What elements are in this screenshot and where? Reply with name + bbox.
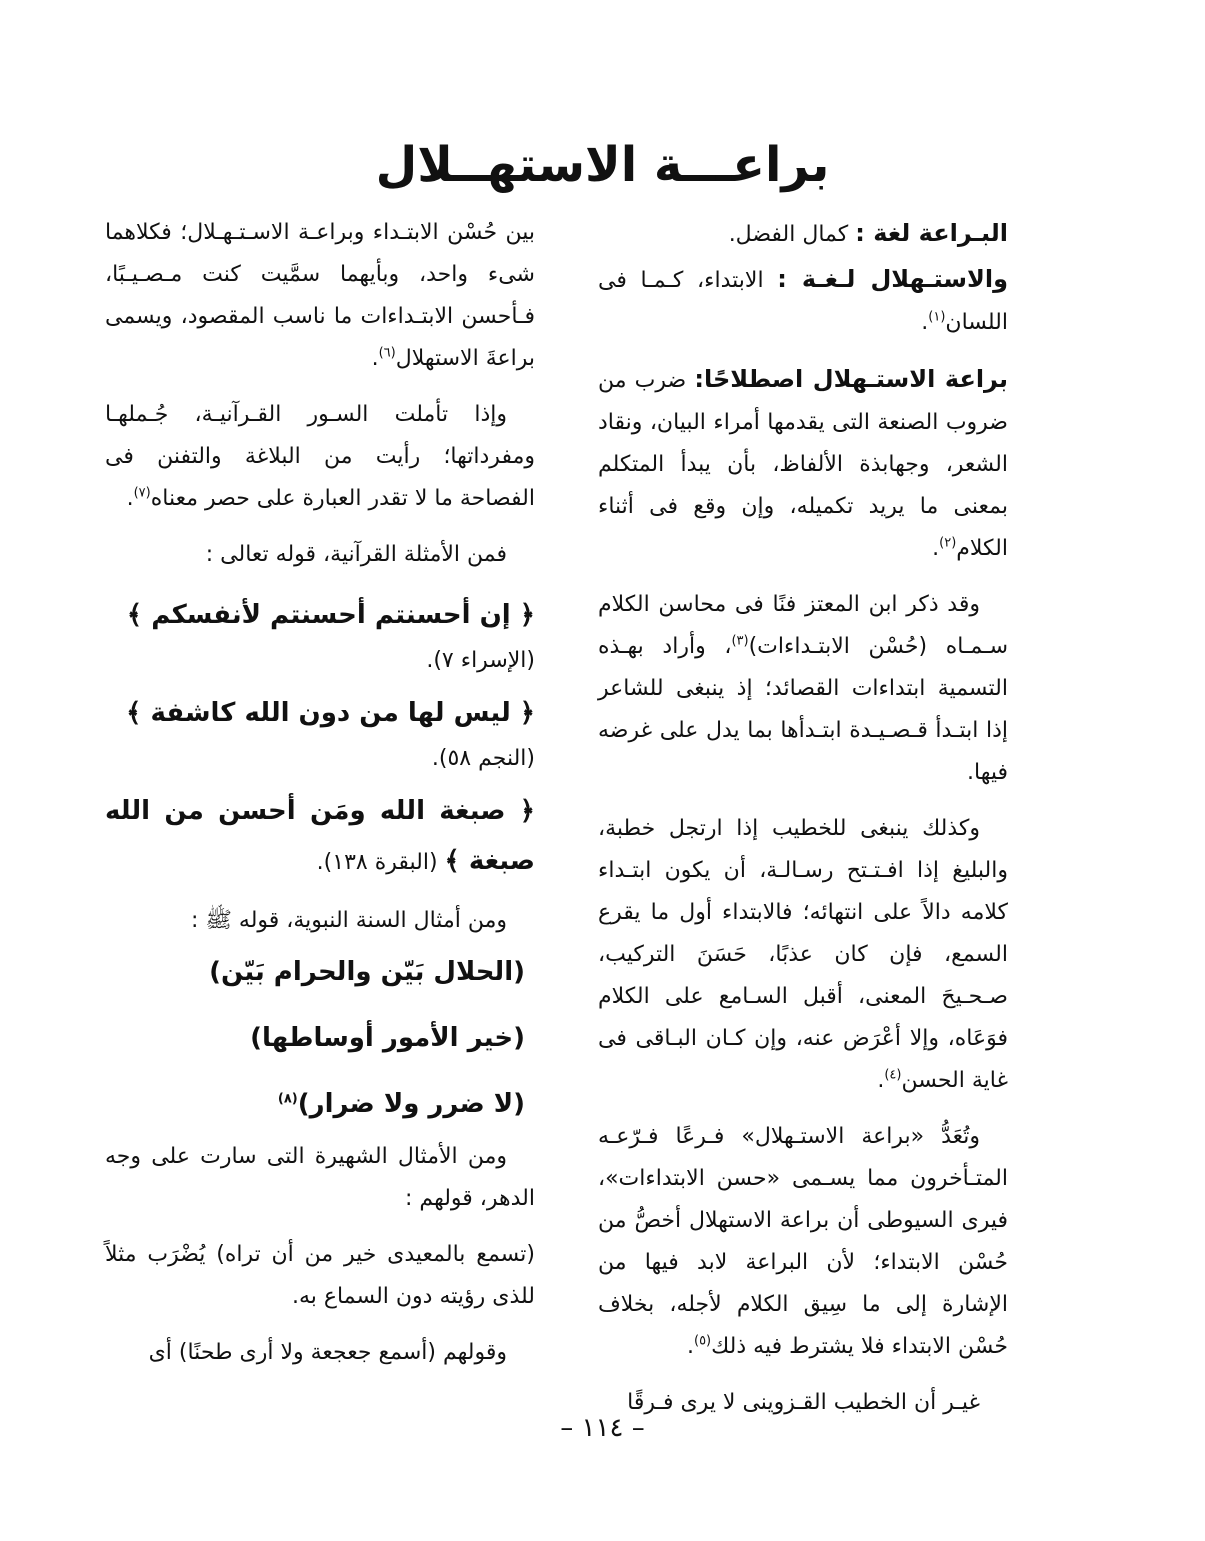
definition-term: البـراعة لغة : [855,219,1008,247]
page-title: براعـــة الاستهــلال [375,137,830,193]
paragraph: غيـر أن الخطيب القـزوينى لا يرى فـرقًا [627,1390,980,1415]
definition-term: والاستـهلال لـغـة : [777,265,1008,293]
hadith: (لا ضرر ولا ضرار)$^{(٨)}$ [277,1089,525,1119]
definition-term: براعة الاستـهلال اصطلاحًا: [694,365,1008,393]
quran-verse: ﴿ ليس لها من دون الله كاشفة ﴾ (النجم ٥٨). [126,698,535,771]
definition-text: كمال الفضل. [728,222,856,247]
hadith: (الحلال بَيّن والحرام بَيّن) [209,957,525,987]
paragraph: ومن الأمثال الشهيرة التى سارت على وجه الدهر، قولهم : [105,1144,535,1211]
hadith: (خير الأمور أوساطها) [250,1023,525,1053]
footnote-ref: (٥) [693,1333,712,1349]
definition-baraa [598,212,1008,256]
paragraph: ومن أمثال السنة النبوية، قوله ﷺ : [190,908,507,933]
footnote-ref: (١) [928,309,946,325]
paragraph: وقد ذكر ابن المعتز فنًا فى محاسن الكلام سـمـاه (حُسْن الابتـداءات)$^{(٣)}$، وأراد بهـذه التسمية ابتداءات القصائد؛ إذ ينبغى للشاعر إذا ابتـدأ قـصـيـدة ابتـدأها بما يدل على غرضه فيها. [598,592,1008,785]
verse-reference: (الإسراء ٧). [426,648,535,673]
footnote-ref: (٦) [378,345,396,361]
footnote-ref: (٤) [884,1067,902,1083]
right-column [598,212,1008,1438]
paragraph: وإذا تأملت السـور القـرآنيـة، جُـملهـا ومفرداتها؛ رأيت من البلاغة والتفنن فى الفصاحة ما لا تقدر العبارة على حصر معناه$^{(٧)}$. [105,402,535,511]
page-number: – ١١٤ – [560,1413,645,1443]
definition-text: الابتداء، كـمـا فى اللسان [598,268,1008,335]
paragraph: وقولهم (أسمع جعجعة ولا أرى طحنًا) أى [148,1340,507,1365]
paragraph: بين حُسْن الابتـداء وبراعـة الاسـتـهـلال؛ فكلاهما شىء واحد، وبأيهما سمَّيت كنت مـصـيـبًا، فـأحسن الابتـداءات ما ناسب المقصود، ويسمى براعةَ الاستهلال$^{(٦)}$. [105,220,535,371]
verse-reference: (البقرة ١٣٨). [316,850,445,875]
quran-verse: ﴿ صبغة الله ومَن أحسن من الله صبغة ﴾ (البقرة ١٣٨). [105,796,535,876]
left-column [105,212,535,1388]
footnote-ref: (٢) [939,535,957,551]
paragraph: (تسمع بالمعيدى خير من أن تراه) يُضْرَب مثلاً للذى رؤيته دون السماع به. [105,1242,535,1309]
footnote-ref: (٨) [277,1091,298,1107]
definition-istilahan: براعة الاستـهلال اصطلاحًا: ضرب من ضروب الصنعة التى يقدمها أمراء البيان، ونقاد الشعر، وجهابذة الألفاظ، بأن يبدأ المتكلم بمعنى ما يريد تكميله، وإن وقع فى أثناء الكلام$^{(٢)}$. [598,365,1008,561]
paragraph: وتُعَدُّ «براعة الاستـهلال» فـرعًا فـرّعـه المتـأخرون مما يسـمى «حسن الابتداءات»، فيرى السيوطى أن براعة الاستهلال أخصُّ من حُسْن الابتداء؛ لأن البراعة لابد فيها من الإشارة إلى ما سِيق الكلام لأجله، بخلاف حُسْن الابتداء فلا يشترط فيه ذلك$^{(٥)}$. [598,1124,1008,1359]
footnote-ref: (٧) [133,485,151,501]
definition-istihlal: والاستـهلال لـغـة : الابتداء، كـمـا فى اللسان$^{(١)}$. [598,265,1008,335]
paragraph: فمن الأمثلة القرآنية، قوله تعالى : [205,542,507,567]
definition-text: ضرب من ضروب الصنعة التى يقدمها أمراء البيان، ونقاد الشعر، وجهابذة الألفاظ، بأن يبدأ المتكلم بمعنى ما يريد تكميله، وإن وقع فى أثناء الكلام [598,368,1008,561]
verse-reference: (النجم ٥٨). [431,746,535,771]
paragraph: وكذلك ينبغى للخطيب إذا ارتجل خطبة، والبليغ إذا افـتـتح رسـالـة، أن يكون ابتـداء كلامه دالاً على انتهائه؛ فالابتداء أول ما يقرع السمع، فإن كان عذبًا، حَسَنَ التركيب، صـحـيحَ المعنى، أقبل السـامع على الكلام فوَعَاه، وإلا أعْرَض عنه، وإن كـان البـاقى فى غاية الحسن$^{(٤)}$. [598,816,1008,1093]
quran-verse: ﴿ إن أحسنتم أحسنتم لأنفسكم ﴾ (الإسراء ٧). [126,600,535,673]
footnote-ref: (٣) [731,633,749,649]
